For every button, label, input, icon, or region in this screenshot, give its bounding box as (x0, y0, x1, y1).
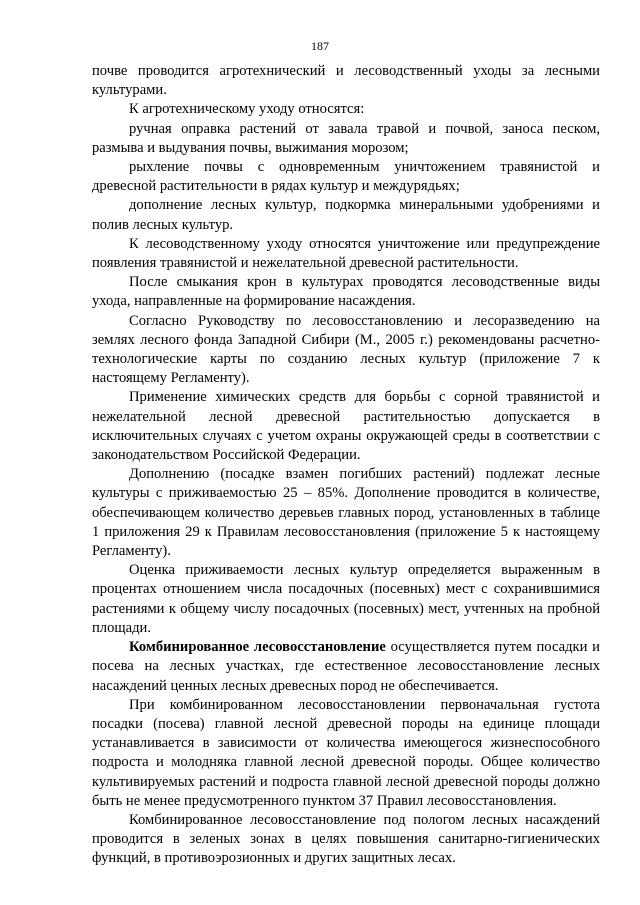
paragraph: Оценка приживаемости лесных культур определяется выраженным в процентах отношением числа посадочных (посевных) мест с сохранившимися растениями к общему числу посадочных (посевных) мест, учтенных на пробной площади. (92, 562, 600, 636)
body-text (92, 62, 600, 869)
paragraph: Применение химических средств для борьбы с сорной травянистой и нежелательной лесной древесной растительностью допускается в исключительных случаях с учетом охраны окружающей среды в соответствии с законодательством Российской Федерации. (92, 389, 600, 464)
paragraph: После смыкания крон в культурах проводятся лесоводственные виды ухода, направленные на формирование насаждения. (92, 274, 600, 310)
paragraph: Комбинированное лесовосстановление под пологом лесных насаждений проводится в зеленых зонах в целях повышения санитарно-гигиенических функций, в противоэрозионных и других защитных лесах. (92, 811, 600, 867)
combined-term: Комбинированное лесовосстановление (129, 639, 386, 656)
paragraph: Согласно Руководству по лесовосстановлению и лесоразведению на землях лесного фонда Западной Сибири (М., 2005 г.) рекомендованы расчетно-технологические карты по созданию лесных культур (приложение 7 к настоящему Регламенту). (92, 312, 600, 387)
paragraph: К агротехническому уходу относятся: (129, 101, 365, 118)
paragraph: ручная оправка растений от завала травой и почвой, заноса песком, размыва и выдувания почвы, выжимания морозом; (92, 120, 600, 156)
combined-definition-text: осуществляется путем посадки и посева на лесных участках, где естественное лесовосстановление лесных насаждений ценных лесных древесных пород не обеспечивается. (92, 639, 600, 694)
paragraph-combined-definition (92, 638, 600, 696)
paragraph: дополнение лесных культур, подкормка минеральными удобрениями и полив лесных культур. (92, 197, 600, 233)
paragraph: Дополнению (посадке взамен погибших растений) подлежат лесные культуры с приживаемостью 25 – 85%. Дополнение проводится в количестве, обеспечивающем количество деревьев главных пород, установленных в таблице 1 приложения 29 к Правилам лесовосстановления (приложение 5 к настоящему Регламенту). (92, 466, 600, 560)
paragraph: К лесоводственному уходу относятся уничтожение или предупреждение появления травянистой и нежелательной древесной растительности. (92, 235, 600, 272)
paragraph: При комбинированном лесовосстановлении первоначальная густота посадки (посева) главной лесной древесной породы на единице площади устанавливается в зависимости от количества имеющегося жизнеспособного подроста и молодняка главной лесной древесной породы. Общее количество культивируемых растений и подроста главной лесной древесной породы должно быть не менее предусмотренного пунктом 37 Правил лесовосстановления. (92, 696, 600, 809)
paragraph: рыхление почвы с одновременным уничтожением травянистой и древесной растительности в рядах культур и междурядьях; (92, 159, 600, 195)
page-number: 187 (311, 39, 329, 53)
paragraph: почве проводится агротехнический и лесоводственный уходы за лесными культурами. (92, 63, 600, 99)
